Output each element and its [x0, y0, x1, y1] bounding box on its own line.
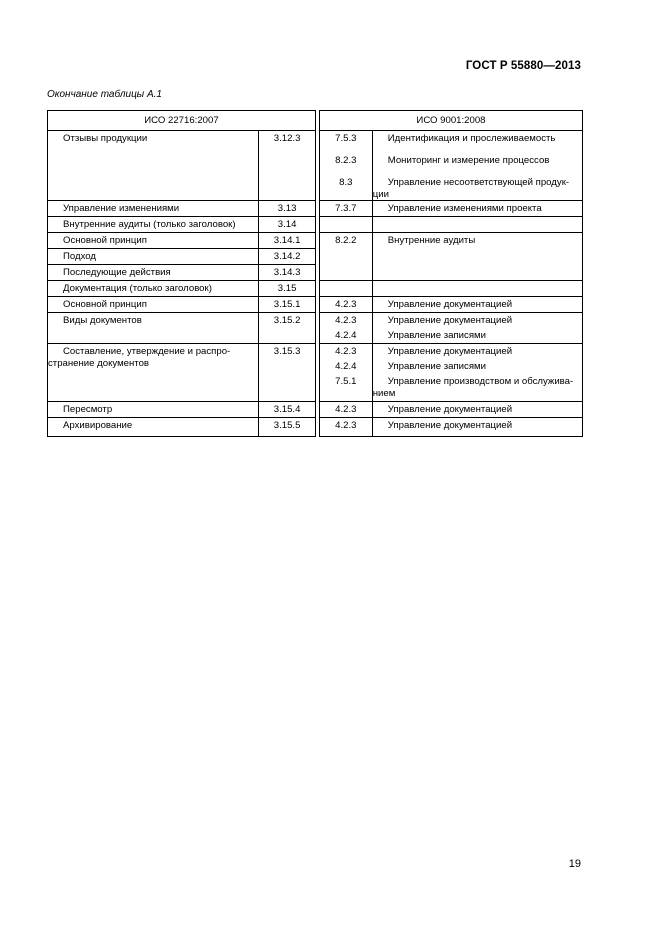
left-name-cell [48, 249, 259, 265]
left-name-cell [48, 281, 259, 297]
left-clause-cell [259, 418, 316, 437]
right-name: Управление документацией [387, 315, 513, 326]
left-clause: 3.14.3 [273, 267, 301, 278]
left-clause-cell [259, 281, 316, 297]
right-clause-cell [319, 313, 372, 344]
left-clause-cell [259, 344, 316, 402]
left-clause: 3.12.3 [273, 133, 301, 144]
right-clause: 7.5.1 [335, 376, 357, 387]
right-name: Мониторинг и измерение процессов [387, 155, 550, 166]
left-name: Отзывы продукции [63, 133, 148, 144]
right-clause: 4.2.3 [335, 346, 357, 357]
left-name-cell [48, 233, 259, 249]
left-clause: 3.14 [277, 219, 297, 230]
left-clause: 3.15 [277, 283, 297, 294]
right-name-cell [372, 313, 582, 344]
table-row [48, 281, 583, 297]
right-name: Управление документацией [387, 404, 513, 415]
right-name-cell [372, 131, 582, 201]
right-clause: 8.2.2 [335, 235, 357, 246]
right-standard-header: ИСО 9001:2008 [319, 111, 582, 131]
left-name: Внутренние аудиты (только заголовок) [63, 219, 236, 230]
left-clause: 3.14.1 [273, 235, 301, 246]
left-clause: 3.15.3 [273, 346, 301, 357]
left-name-cell [48, 418, 259, 437]
left-name-cell [48, 217, 259, 233]
left-clause: 3.15.2 [273, 315, 301, 326]
left-name: Управление изменениями [63, 203, 180, 214]
left-clause: 3.13 [277, 203, 297, 214]
standard-code: ГОСТ Р 55880—2013 [465, 60, 581, 72]
left-name: Подход [63, 251, 97, 262]
left-name-cell [48, 265, 259, 281]
table-row [48, 217, 583, 233]
right-clause: 7.5.3 [335, 133, 357, 144]
right-name-cell [372, 281, 582, 297]
left-clause: 3.15.5 [273, 420, 301, 431]
left-clause-cell [259, 297, 316, 313]
table-row [48, 297, 583, 313]
table-row [48, 344, 583, 402]
right-name-cell [372, 217, 582, 233]
right-name-cell [372, 201, 582, 217]
right-clause: 4.2.3 [335, 315, 357, 326]
right-clause: 8.3 [339, 177, 353, 188]
table-row [48, 201, 583, 217]
table-row [48, 402, 583, 418]
right-name-cell [372, 418, 582, 437]
left-clause-cell [259, 265, 316, 281]
left-name-cell [48, 297, 259, 313]
left-clause: 3.15.1 [273, 299, 301, 310]
left-clause-cell [259, 402, 316, 418]
left-name: Архивирование [63, 420, 133, 431]
left-name-cell [48, 344, 259, 402]
right-name: Управление документацией [387, 420, 513, 431]
left-name: Составление, утверждение и распро-странение документов [48, 346, 231, 369]
right-name-cell [372, 233, 582, 281]
right-name: Управление производством и обслужива-нием [372, 376, 574, 399]
right-clause-cell [319, 402, 372, 418]
left-clause-cell [259, 249, 316, 265]
right-name: Управление записями [387, 330, 486, 341]
right-clause: 7.3.7 [335, 203, 357, 214]
page-number: 19 [568, 858, 581, 870]
left-clause-cell [259, 233, 316, 249]
right-clause: 4.2.4 [335, 330, 357, 341]
right-clause: 4.2.3 [335, 420, 357, 431]
left-name: Документация (только заголовок) [63, 283, 212, 294]
right-name: Внутренние аудиты [387, 235, 476, 246]
right-name: Управление записями [387, 361, 486, 372]
left-clause-cell [259, 313, 316, 344]
left-name: Основной принцип [63, 235, 147, 246]
right-clause: 8.2.3 [335, 155, 357, 166]
table-caption: Окончание таблицы А.1 [47, 89, 162, 100]
left-clause-cell [259, 217, 316, 233]
table-row [48, 418, 583, 437]
right-clause-cell [319, 418, 372, 437]
left-clause: 3.15.4 [273, 404, 301, 415]
right-name: Идентификация и прослеживаемость [387, 133, 556, 144]
right-name-cell [372, 402, 582, 418]
left-name: Основной принцип [63, 299, 147, 310]
left-name: Виды документов [63, 315, 142, 326]
left-clause: 3.14.2 [273, 251, 301, 262]
right-name: Управление документацией [387, 299, 513, 310]
right-name-cell [372, 297, 582, 313]
right-clause-cell [319, 281, 372, 297]
left-name: Пересмотр [63, 404, 113, 415]
right-name: Управление документацией [387, 346, 513, 357]
left-clause-cell [259, 131, 316, 201]
left-name-cell [48, 131, 259, 201]
left-name-cell [48, 201, 259, 217]
left-clause-cell [259, 201, 316, 217]
right-clause-cell [319, 201, 372, 217]
table-row [48, 131, 583, 201]
right-clause-cell [319, 344, 372, 402]
correspondence-table [47, 110, 583, 437]
table-header-row [48, 111, 583, 131]
right-clause: 4.2.3 [335, 299, 357, 310]
left-standard-header: ИСО 22716:2007 [48, 111, 316, 131]
right-clause-cell [319, 233, 372, 281]
right-clause: 4.2.3 [335, 404, 357, 415]
right-name-cell [372, 344, 582, 402]
right-clause-cell [319, 131, 372, 201]
right-clause-cell [319, 217, 372, 233]
table-row [48, 313, 583, 344]
right-clause: 4.2.4 [335, 361, 357, 372]
right-name: Управление несоответствующей продук-ции [372, 177, 570, 200]
left-name-cell [48, 402, 259, 418]
right-name: Управление изменениями проекта [387, 203, 542, 214]
table-row [48, 233, 583, 249]
left-name: Последующие действия [63, 267, 171, 278]
left-name-cell [48, 313, 259, 344]
right-clause-cell [319, 297, 372, 313]
